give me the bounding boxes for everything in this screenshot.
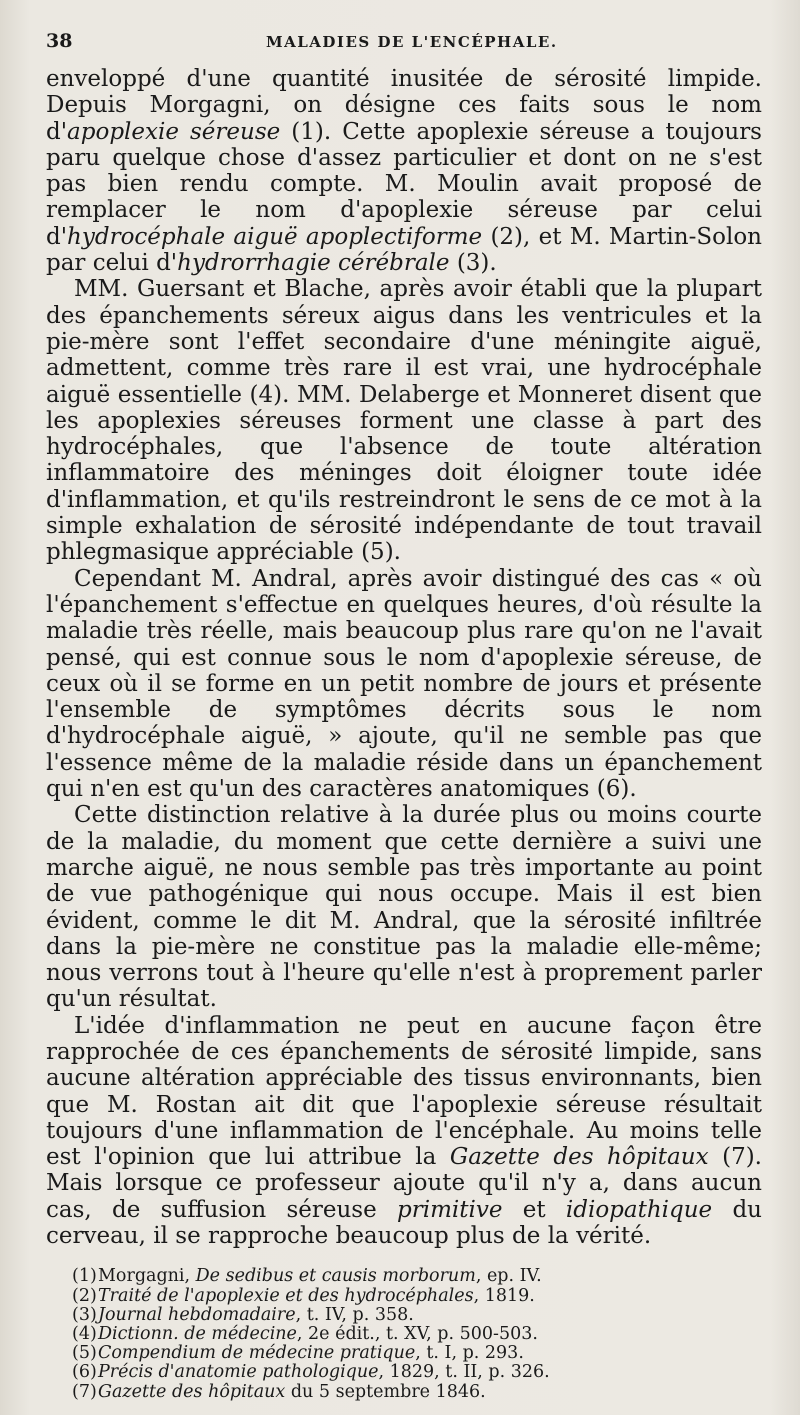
footnote: (7)Gazette des hôpitaux du 5 septembre 1846. [72, 1381, 486, 1402]
footnote: (4)Dictionn. de médecine, 2e édit., t. XV, p. 500-503. [72, 1323, 538, 1344]
running-title: MALADIES DE L'ENCÉPHALE. [266, 33, 558, 51]
footnotes [46, 1267, 762, 1401]
footnote: (2)Traité de l'apoplexie et des hydrocéphales, 1819. [72, 1285, 535, 1306]
footnote: (5)Compendium de médecine pratique, t. I, p. 293. [72, 1343, 524, 1364]
footnote: (3)Journal hebdomadaire, t. IV, p. 358. [72, 1304, 414, 1325]
footnote: (6)Précis d'anatomie pathologique, 1829, t. II, p. 326. [72, 1362, 550, 1383]
page-number: 38 [46, 30, 73, 52]
term-hydrocephale: hydrocéphale aiguë apoplectiforme [67, 223, 483, 250]
footnote: (1)Morgagni, De sedibus et causis morborum, ep. IV. [72, 1266, 542, 1287]
term-apoplexie-sereuse: apoplexie séreuse [67, 118, 281, 145]
paragraph-2: MM. Guersant et Blache, après avoir établi que la plupart des épanchements séreux aigus dans les ventricules et la pie-mère sont l'effet secondaire d'une méningite aiguë, admettent, comme très rare il est vrai, une hydrocéphale aiguë essentielle (4). MM. Delaberge et Monneret disent que les apoplexies séreuses forment une classe à part des hydrocéphales, que l'absence de toute altération inflammatoire des méninges doit éloigner toute idée d'inflammation, et qu'ils restreindront le sens de ce mot à la simple exhalation de sérosité indépendante de tout travail phlegmasique appréciable (5). [46, 276, 762, 566]
term-gazette: Gazette des hôpitaux [449, 1144, 709, 1171]
paragraph-3: Cependant M. Andral, après avoir distingué des cas « où l'épanchement s'effectue en quelques heures, d'où résulte la maladie très réelle, mais beaucoup plus rare qu'on ne l'avait pensé, qui est connue sous le nom d'apoplexie séreuse, de ceux où il se forme en un petit nombre de jours et présente l'ensemble de symptômes décrits sous le nom d'hydrocéphale aiguë, » ajoute, qu'il ne semble pas que l'essence même de la maladie réside dans un épanchement qui n'en est qu'un des caractères anatomiques (6). [46, 565, 762, 803]
paragraph-4: Cette distinction relative à la durée plus ou moins courte de la maladie, du moment que cette dernière a suivi une marche aiguë, ne nous semble pas très importante au point de vue pathogénique qui nous occupe. Mais il est bien évident, comme le dit M. Andral, que la sérosité infiltrée dans la pie-mère ne constitue pas la maladie elle-même; nous verrons tout à l'heure qu'elle n'est à proprement parler qu'un résultat. [46, 802, 762, 1013]
paragraph-5: L'idée d'inflammation ne peut en aucune façon être rapprochée de ces épanchements de sérosité limpide, sans aucune altération appréciable des tissus environnants, bien que M. Rostan ait dit que l'apoplexie séreuse résultait toujours d'une inflammation de l'encéphale. Au moins telle est l'opinion que lui attribue la Gazette des hôpitaux (7). Mais lorsque ce professeur ajoute qu'il n'y a, dans aucun cas, de suffusion séreuse primitive et idiopathique du cerveau, il se rapproche beaucoup plus de la vérité. [46, 1012, 762, 1250]
paragraph-1: enveloppé d'une quantité inusitée de sérosité limpide. Depuis Morgagni, on désigne ces faits sous le nom d'apoplexie séreuse (1). Cette apoplexie séreuse a toujours paru quelque chose d'assez particulier et dont on ne s'est pas bien rendu compte. M. Moulin avait proposé de remplacer le nom d'apoplexie séreuse par celui d'hydrocéphale aiguë apoplectiforme (2), et M. Martin-Solon par celui d'hydrorrhagie cérébrale (3). [46, 66, 762, 277]
term-primitive: primitive [397, 1196, 503, 1223]
body-text [46, 66, 762, 1249]
running-head [46, 30, 762, 66]
term-hydrorrhagie: hydrorrhagie cérébrale [177, 250, 450, 277]
term-idiopathique: idiopathique [565, 1196, 713, 1223]
